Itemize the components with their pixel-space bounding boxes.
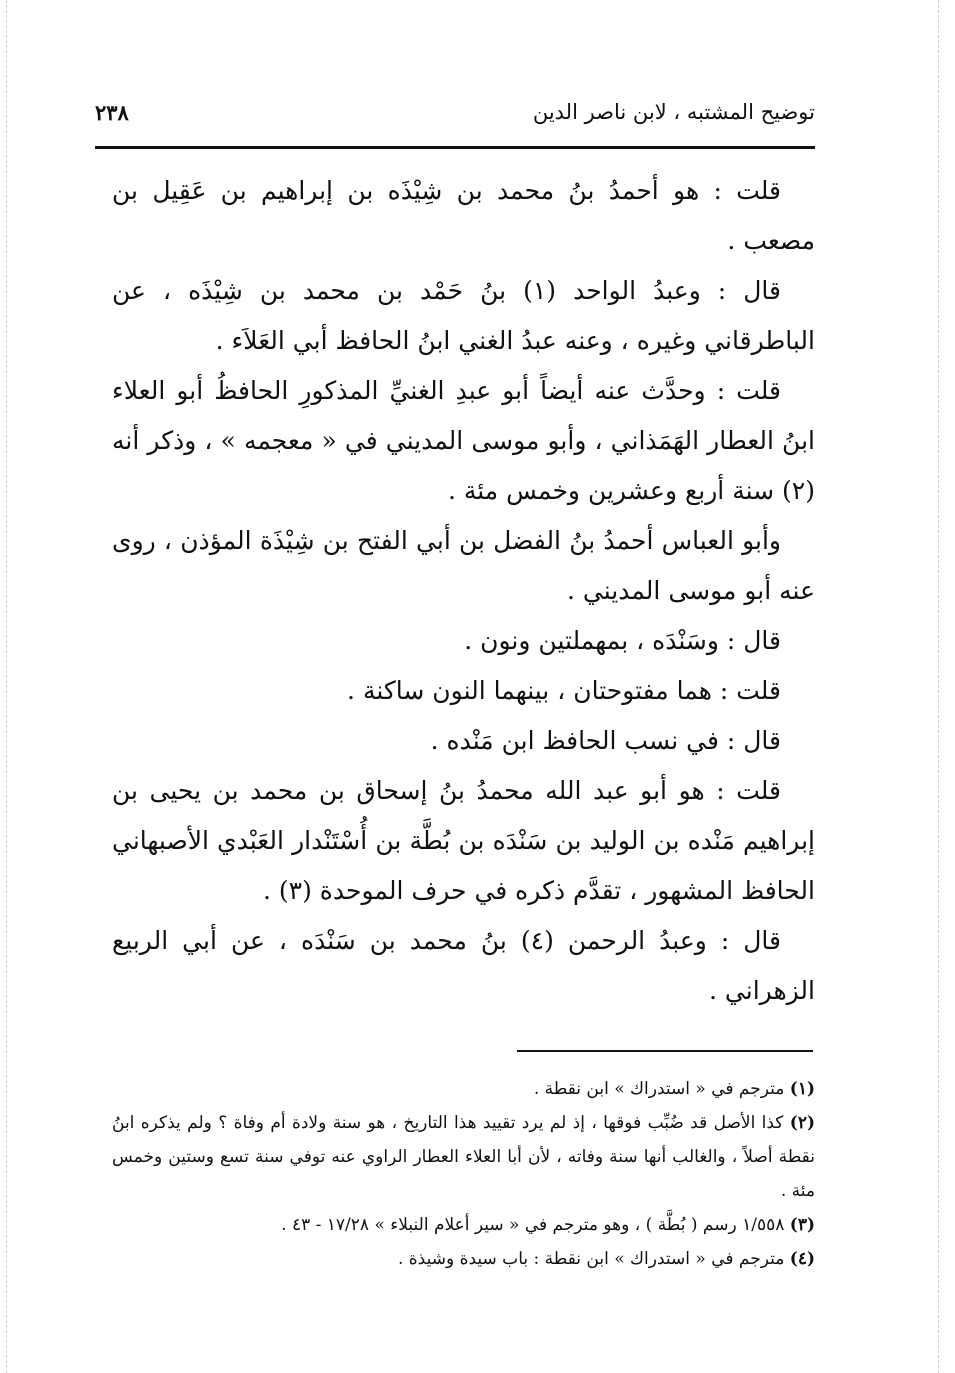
footnote-rule bbox=[517, 1050, 813, 1052]
paragraph: قال : في نسب الحافظ ابن مَنْده . bbox=[430, 726, 781, 755]
footnote-text: كذا الأصل قد ضُبِّب فوقها ، إذ لم يرد تقييد هذا التاريخ ، هو سنة ولادة أم وفاة ؟ ولم يذكره ابنُ نقطة أصلاً ، والغالب أنها سنة وفاته ، لأن أبا العلاء العطار الراوي عنه توفي سنة تسع وستين وخمس مئة . bbox=[112, 1113, 815, 1201]
footnote-marker: (١) bbox=[789, 1079, 815, 1099]
footnote bbox=[112, 1208, 815, 1242]
footnote-text: مترجم في « استدراك » ابن نقطة . bbox=[533, 1079, 785, 1099]
paragraph: قلت : هو أحمدُ بنُ محمد بن شِيْذَه بن إبراهيم بن عَقِيل بن مصعب . bbox=[112, 176, 815, 255]
footnote-text: مترجم في « استدراك » ابن نقطة : باب سيدة وشيذة . bbox=[397, 1249, 785, 1269]
paragraph: قلت : هو أبو عبد الله محمدُ بنُ إسحاق بن محمد بن يحيى بن إبراهيم مَنْده بن الوليد بن سَنْدَه بن بُطَّة بن أُسْتَنْدار العَبْدي الأصبهاني الحافظ المشهور ، تقدَّم ذكره في حرف الموحدة (٣) . bbox=[112, 776, 815, 905]
footnote bbox=[112, 1072, 815, 1106]
paragraph: قال : وعبدُ الواحد (١) بنُ حَمْد بن محمد بن شِيْذَه ، عن الباطرقاني وغيره ، وعنه عبدُ الغني ابنُ الحافظ أبي العَلاَء . bbox=[112, 276, 815, 355]
footnote-text: ١/٥٥٨ رسم ( بُطَّة ) ، وهو مترجم في « سير أعلام النبلاء » ١٧/٢٨ - ٤٣ . bbox=[281, 1215, 785, 1235]
paragraph: قال : وسَنْدَه ، بمهملتين ونون . bbox=[464, 626, 781, 655]
main-text bbox=[112, 166, 815, 1016]
running-title: توضيح المشتبه ، لابن ناصر الدين bbox=[532, 100, 815, 124]
header-rule bbox=[95, 146, 815, 149]
paragraph: قلت : وحدَّث عنه أيضاً أبو عبدِ الغنيِّ المذكورِ الحافظُ أبو العلاء ابنُ العطار الهَمَذاني ، وأبو موسى المديني في « معجمه » ، وذكر أنه (٢) سنة أربع وعشرين وخمس مئة . bbox=[112, 376, 815, 505]
scan-edge-right bbox=[938, 0, 939, 1373]
footnotes bbox=[112, 1072, 815, 1276]
footnote bbox=[112, 1242, 815, 1276]
page-number: ٢٣٨ bbox=[95, 100, 129, 125]
paragraph: قلت : هما مفتوحتان ، بينهما النون ساكنة . bbox=[347, 676, 781, 705]
footnote-marker: (٤) bbox=[789, 1249, 815, 1269]
paragraph: وأبو العباس أحمدُ بنُ الفضل بن أبي الفتح بن شِيْذَة المؤذن ، روى عنه أبو موسى المديني . bbox=[112, 526, 815, 605]
footnote-marker: (٢) bbox=[789, 1113, 815, 1133]
paragraph: قال : وعبدُ الرحمن (٤) بنُ محمد بن سَنْدَه ، عن أبي الربيع الزهراني . bbox=[112, 926, 815, 1005]
footnote bbox=[112, 1106, 815, 1208]
footnote-marker: (٣) bbox=[789, 1215, 815, 1235]
page-header bbox=[95, 100, 815, 130]
scan-edge-left bbox=[6, 0, 7, 1373]
